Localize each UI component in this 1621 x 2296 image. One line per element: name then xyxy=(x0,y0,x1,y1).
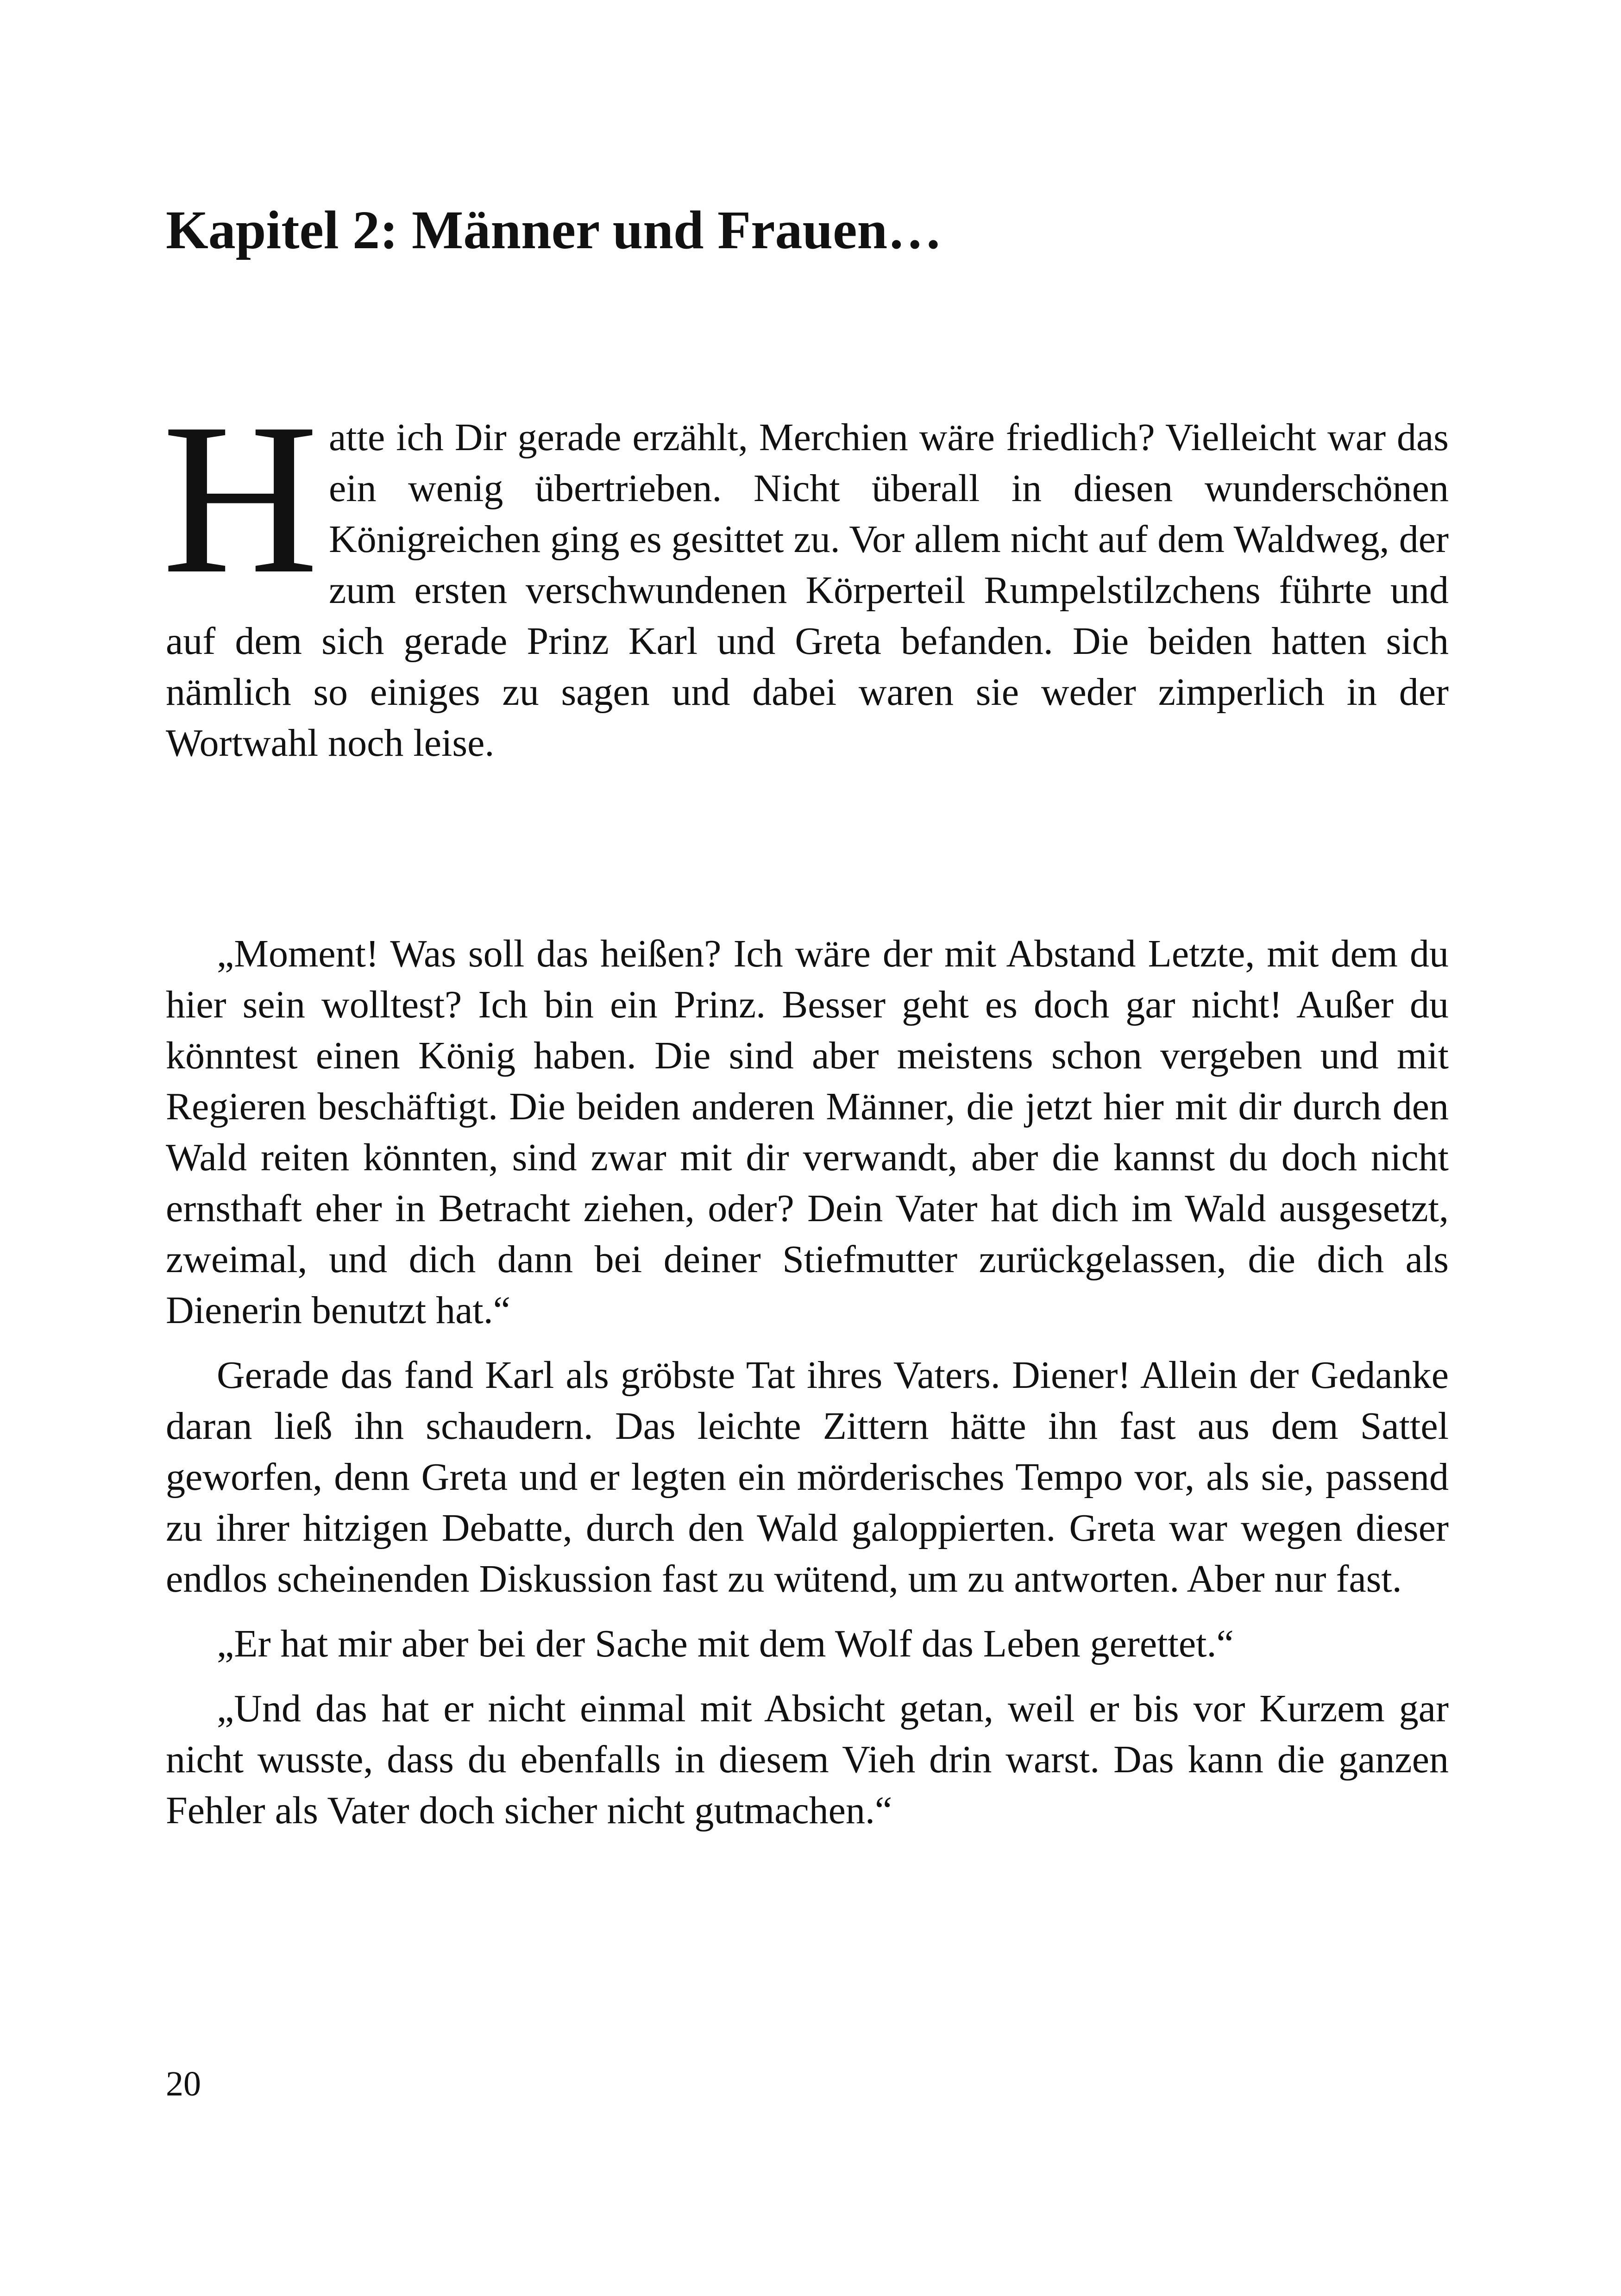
paragraph: Gerade das fand Karl als gröbste Tat ihres Vaters. Diener! Allein der Gedanke daran ließ ihn schaudern. Das leichte Zittern hätte ihn fast aus dem Sattel geworfen, denn Greta und er legten ein mörderisches Tempo vor, als sie, passend zu ihrer hitzigen Debatte, durch den Wald galoppierten. Greta war wegen dieser endlos scheinenden Diskussion fast zu wütend, um zu antworten. Aber nur fast. xyxy=(166,1354,1449,1600)
paragraph: „Moment! Was soll das heißen? Ich wäre der mit Abstand Letzte, mit dem du hier sein wolltest? Ich bin ein Prinz. Besser geht es doch gar nicht! Außer du könntest einen König haben. Die sind aber meistens schon vergeben und mit Regieren beschäftigt. Die beiden anderen Männer, die jetzt hier mit dir durch den Wald reiten könnten, sind zwar mit dir verwandt, aber die kannst du doch nicht ernsthaft eher in Betracht ziehen, oder? Dein Vater hat dich im Wald ausgesetzt, zweimal, und dich dann bei deiner Stiefmutter zurückgelassen, die dich als Dienerin benutzt hat.“ xyxy=(166,932,1449,1332)
chapter-title: Kapitel 2: Männer und Frauen… xyxy=(166,200,942,260)
paragraph: „Er hat mir aber bei der Sache mit dem Wolf das Leben gerettet.“ xyxy=(217,1622,1234,1665)
drop-cap: H xyxy=(162,379,319,619)
intro-text: atte ich Dir gerade erzählt, Merchien wäre friedlich? Vielleicht war das ein wenig übertrieben. Nicht überall in diesen wunderschönen Königreichen ging es gesittet zu. Vor allem nicht auf dem Waldweg, der zum ersten verschwundenen Körperteil Rumpelstilzchens führte und auf dem sich gerade Prinz Karl und Greta befanden. Die beiden hatten sich nämlich so einiges zu sagen und dabei waren sie weder zimperlich in der Wortwahl noch leise. xyxy=(166,416,1449,765)
page-number: 20 xyxy=(166,2064,201,2103)
intro-paragraph xyxy=(162,379,1449,769)
main-text xyxy=(166,928,1449,1850)
paragraph: „Und das hat er nicht einmal mit Absicht getan, weil er bis vor Kurzem gar nicht wusste, dass du ebenfalls in diesem Vieh drin warst. Das kann die ganzen Fehler als Vater doch sicher nicht gutmachen.“ xyxy=(166,1687,1449,1832)
